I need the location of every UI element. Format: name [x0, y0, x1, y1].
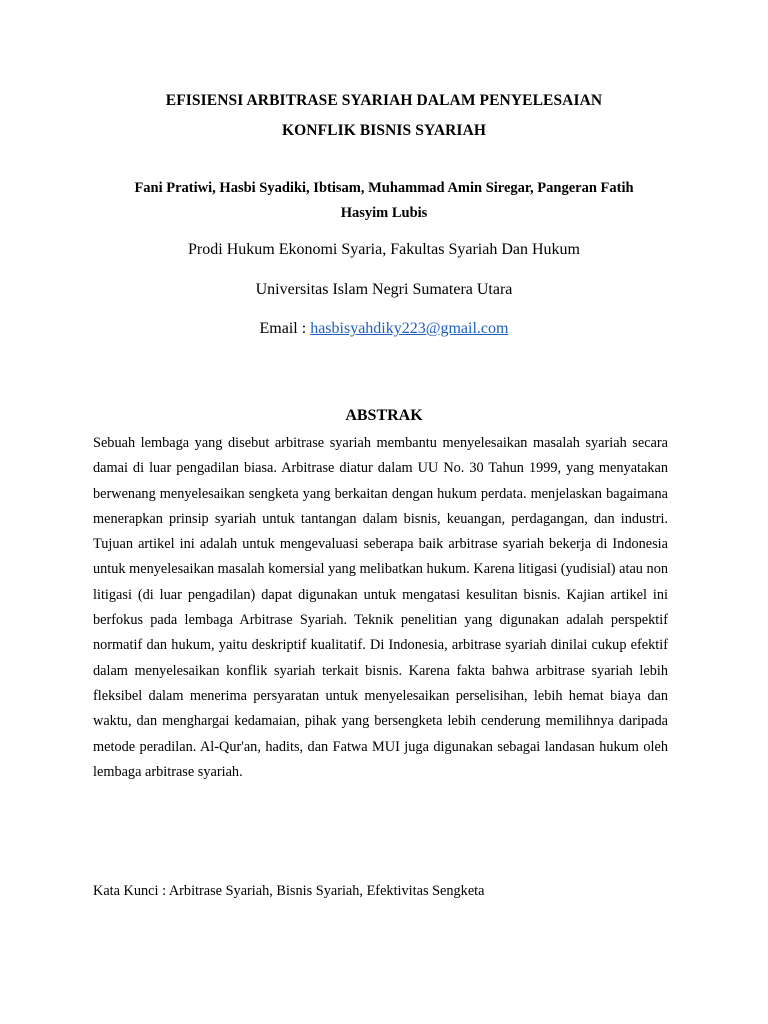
abstract-heading: ABSTRAK — [345, 407, 423, 424]
authors-line-2: Hasyim Lubis — [340, 205, 428, 221]
department-affiliation: Prodi Hukum Ekonomi Syaria, Fakultas Syariah Dan Hukum — [188, 241, 580, 258]
paper-title-line-2: KONFLIK BISNIS SYARIAH — [281, 122, 487, 139]
abstract-body: Sebuah lembaga yang disebut arbitrase syariah membantu menyelesaikan masalah syariah secara damai di luar pengadilan biasa. Arbitrase diatur dalam UU No. 30 Tahun 1999, yang menyatakan berwenang menyelesaikan sengketa yang berkaitan dengan hukum perdata. menjelaskan bagaimana menerapkan prinsip syariah untuk tantangan dalam bisnis, keuangan, perdagangan, dan industri. Tujuan artikel ini adalah untuk mengevaluasi seberapa baik arbitrase syariah bekerja di Indonesia untuk menyelesaikan masalah komersial yang melibatkan hukum. Karena litigasi (yudisial) atau non litigasi (di luar pengadilan) dapat digunakan untuk mengatasi kesulitan bisnis. Kajian artikel ini berfokus pada lembaga Arbitrase Syariah. Teknik penelitian yang digunakan adalah perspektif normatif dan hukum, yaitu deskriptif kualitatif. Di Indonesia, arbitrase syariah dinilai cukup efektif dalam menyelesaikan konflik syariah terkait bisnis. Karena fakta bahwa arbitrase syariah lebih fleksibel dalam menerima persyaratan untuk menyelesaikan perselisihan, lebih hemat biaya dan waktu, dan menghargai kedamaian, pihak yang bersengketa lebih cenderung memilihnya daripada metode peradilan. Al-Qur'an, hadits, dan Fatwa MUI juga digunakan sebagai landasan hukum oleh lembaga arbitrase syariah. — [93, 435, 668, 780]
email-line — [0, 320, 768, 338]
paper-title-line-1: EFISIENSI ARBITRASE SYARIAH DALAM PENYELESAIAN — [165, 92, 603, 109]
email-label: Email : — [259, 320, 311, 337]
authors-line-1: Fani Pratiwi, Hasbi Syadiki, Ibtisam, Muhammad Amin Siregar, Pangeran Fatih — [134, 180, 634, 196]
keywords-line: Kata Kunci : Arbitrase Syariah, Bisnis Syariah, Efektivitas Sengketa — [93, 883, 485, 899]
email-link[interactable]: hasbisyahdiky223@gmail.com — [310, 320, 509, 337]
university-affiliation: Universitas Islam Negri Sumatera Utara — [255, 281, 513, 298]
